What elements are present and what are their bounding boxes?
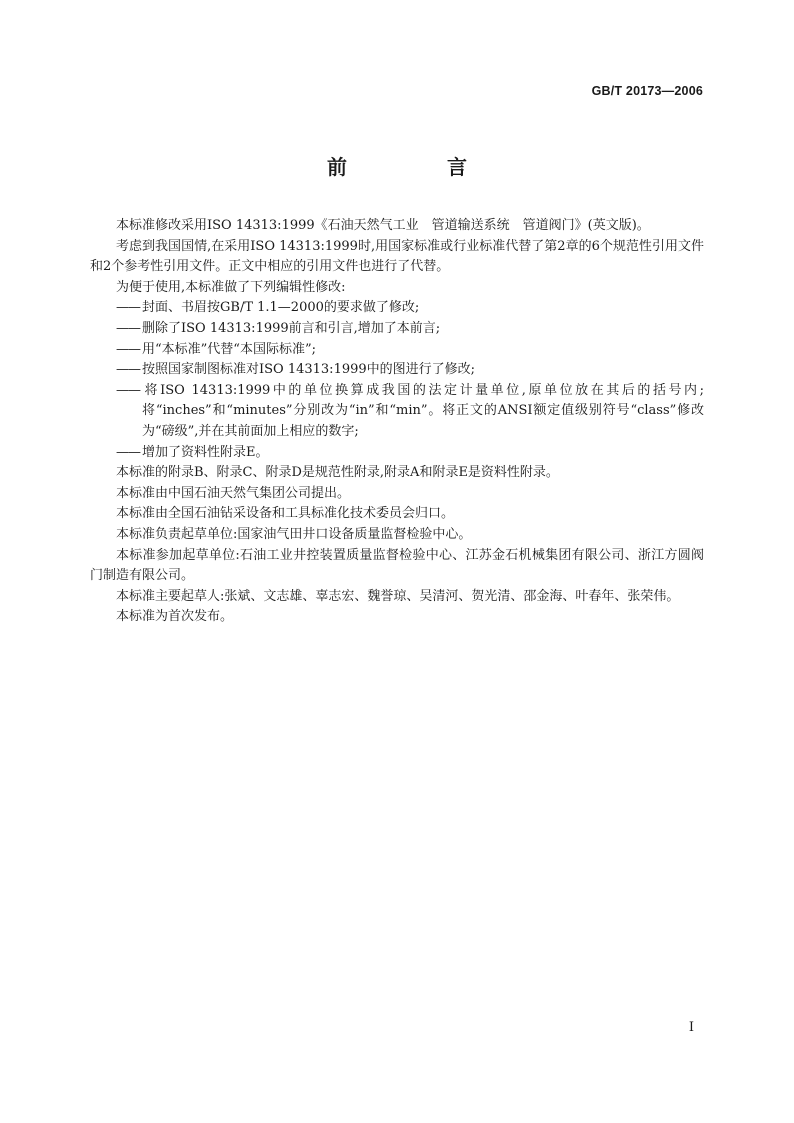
list-item-text: 删除了ISO 14313:1999前言和引言,增加了本前言; <box>142 320 441 336</box>
list-item <box>90 340 704 361</box>
paragraph-proposer: 本标准由中国石油天然气集团公司提出。 <box>116 485 351 501</box>
standard-code-header: GB/T 20173—2006 <box>591 84 703 98</box>
paragraph-edits-intro: 为便于使用,本标准做了下列编辑性修改: <box>116 279 346 295</box>
list-dash: —— <box>116 320 140 336</box>
list-item-text: 按照国家制图标准对ISO 14313:1999中的图进行了修改; <box>142 362 476 378</box>
paragraph-annexes: 本标准的附录B、附录C、附录D是规范性附录,附录A和附录E是资料性附录。 <box>116 465 559 481</box>
paragraph-first-release: 本标准为首次发布。 <box>116 609 234 625</box>
list-item-text: 将ISO 14313:1999中的单位换算成我国的法定计量单位,原单位放在其后的括号内;将“inches”和“minutes”分别改为“in”和“min”。将正文的ANSI额定值级别符号“class”修改为“磅级”,并在其前面加上相应的数字; <box>142 382 704 439</box>
list-item-text: 封面、书眉按GB/T 1.1—2000的要求做了修改; <box>142 300 420 316</box>
paragraph-participating-drafters: 本标准参加起草单位:石油工业井控装置质量监督检验中心、江苏金石机械集团有限公司、浙江方圆阀门制造有限公司。 <box>90 547 704 584</box>
list-dash: —— <box>116 444 140 460</box>
list-dash: —— <box>116 300 140 316</box>
paragraph-lead-drafter: 本标准负责起草单位:国家油气田井口设备质量监督检验中心。 <box>116 526 472 542</box>
list-dash: —— <box>116 341 140 357</box>
list-item-text: 增加了资料性附录E。 <box>142 444 269 460</box>
list-dash: —— <box>116 362 140 378</box>
list-item <box>90 319 704 340</box>
paragraph-adoption: 本标准修改采用ISO 14313:1999《石油天然气工业 管道输送系统 管道阀门》(英文版)。 <box>116 218 650 233</box>
paragraph-references: 考虑到我国国情,在采用ISO 14313:1999时,用国家标准或行业标准代替了第2章的6个规范性引用文件和2个参考性引用文件。正文中相应的引用文件也进行了代替。 <box>90 238 704 275</box>
paragraph-committee: 本标准由全国石油钻采设备和工具标准化技术委员会归口。 <box>116 506 455 522</box>
list-item <box>90 381 704 443</box>
page-title: 前 言 <box>327 155 507 179</box>
list-item-text: 用“本标准”代替“本国际标准”; <box>142 341 316 357</box>
page-number: I <box>688 1020 694 1035</box>
list-item <box>90 298 704 319</box>
list-item <box>90 443 704 464</box>
foreword-body <box>90 216 704 628</box>
list-dash: —— <box>116 382 140 398</box>
list-item <box>90 360 704 381</box>
paragraph-main-drafters: 本标准主要起草人:张斌、文志雄、辜志宏、魏誉琼、吴清河、贺光清、邵金海、叶春年、张荣伟。 <box>116 588 680 604</box>
